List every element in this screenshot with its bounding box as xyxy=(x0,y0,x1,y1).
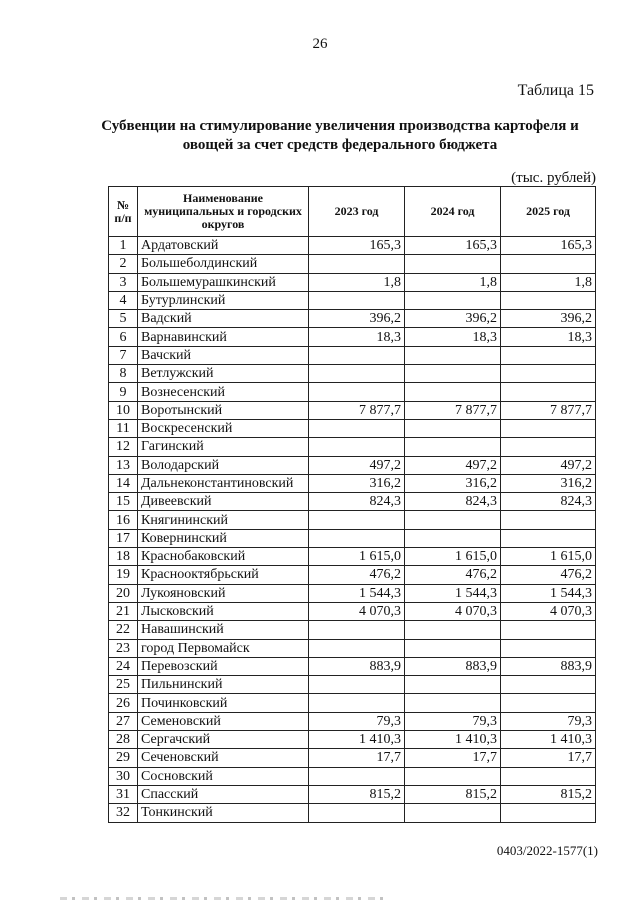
row-number: 17 xyxy=(109,529,138,547)
row-number: 24 xyxy=(109,657,138,675)
scan-artifact xyxy=(60,897,390,900)
value-2023: 7 877,7 xyxy=(309,401,405,419)
title-line-1: Субвенции на стимулирование увеличения производства картофеля и xyxy=(101,118,579,134)
table-body xyxy=(109,237,596,823)
table-row xyxy=(109,639,596,657)
row-number: 1 xyxy=(109,237,138,255)
value-2023 xyxy=(309,255,405,273)
row-number: 14 xyxy=(109,474,138,492)
units-label: (тыс. рублей) xyxy=(511,170,596,186)
value-2025: 1 544,3 xyxy=(501,584,596,602)
municipality-name: Вачский xyxy=(138,346,309,364)
page-number: 26 xyxy=(312,36,328,52)
row-number: 20 xyxy=(109,584,138,602)
value-2024 xyxy=(405,346,501,364)
table-row xyxy=(109,438,596,456)
municipality-name: Сергачский xyxy=(138,731,309,749)
table-row xyxy=(109,676,596,694)
value-2023 xyxy=(309,804,405,822)
value-2025 xyxy=(501,511,596,529)
row-number: 22 xyxy=(109,621,138,639)
value-2023 xyxy=(309,383,405,401)
row-number: 11 xyxy=(109,419,138,437)
value-2023 xyxy=(309,694,405,712)
table-header-row xyxy=(109,187,596,237)
municipality-name: Гагинский xyxy=(138,438,309,456)
municipality-name: Ветлужский xyxy=(138,365,309,383)
header-num: № п/п xyxy=(109,187,138,237)
table-row xyxy=(109,548,596,566)
table-row xyxy=(109,621,596,639)
table-row xyxy=(109,401,596,419)
value-2023 xyxy=(309,767,405,785)
value-2025 xyxy=(501,291,596,309)
table-row xyxy=(109,383,596,401)
value-2023: 396,2 xyxy=(309,310,405,328)
table-row xyxy=(109,657,596,675)
value-2024: 1 410,3 xyxy=(405,731,501,749)
value-2024: 815,2 xyxy=(405,785,501,803)
row-number: 15 xyxy=(109,493,138,511)
value-2024: 1 615,0 xyxy=(405,548,501,566)
value-2025 xyxy=(501,639,596,657)
value-2023 xyxy=(309,438,405,456)
municipality-name: Большеболдинский xyxy=(138,255,309,273)
table-row xyxy=(109,291,596,309)
value-2024: 476,2 xyxy=(405,566,501,584)
value-2024: 17,7 xyxy=(405,749,501,767)
value-2025: 396,2 xyxy=(501,310,596,328)
header-2025: 2025 год xyxy=(501,187,596,237)
municipality-name: Лукояновский xyxy=(138,584,309,602)
row-number: 29 xyxy=(109,749,138,767)
row-number: 21 xyxy=(109,602,138,620)
table-row xyxy=(109,456,596,474)
table-row xyxy=(109,731,596,749)
municipality-name: Княгининский xyxy=(138,511,309,529)
value-2025: 815,2 xyxy=(501,785,596,803)
row-number: 8 xyxy=(109,365,138,383)
header-name: Наименование муниципальных и городских округов xyxy=(138,187,309,237)
table-row xyxy=(109,365,596,383)
value-2023 xyxy=(309,676,405,694)
value-2024: 883,9 xyxy=(405,657,501,675)
value-2025 xyxy=(501,383,596,401)
value-2025 xyxy=(501,621,596,639)
value-2024 xyxy=(405,383,501,401)
value-2025 xyxy=(501,767,596,785)
value-2024 xyxy=(405,767,501,785)
title-line-2: овощей за счет средств федерального бюджета xyxy=(182,137,498,153)
value-2025 xyxy=(501,255,596,273)
value-2024: 497,2 xyxy=(405,456,501,474)
municipality-name: Сеченовский xyxy=(138,749,309,767)
municipality-name: Сосновский xyxy=(138,767,309,785)
value-2023 xyxy=(309,419,405,437)
value-2025 xyxy=(501,365,596,383)
value-2025: 165,3 xyxy=(501,237,596,255)
municipality-name: Вознесенский xyxy=(138,383,309,401)
document-code: 0403/2022-1577(1) xyxy=(496,843,598,858)
value-2024: 18,3 xyxy=(405,328,501,346)
value-2025: 1 615,0 xyxy=(501,548,596,566)
value-2024: 7 877,7 xyxy=(405,401,501,419)
municipality-name: город Первомайск xyxy=(138,639,309,657)
value-2024 xyxy=(405,639,501,657)
value-2023: 1,8 xyxy=(309,273,405,291)
row-number: 27 xyxy=(109,712,138,730)
municipality-name: Починковский xyxy=(138,694,309,712)
municipality-name: Лысковский xyxy=(138,602,309,620)
table-row xyxy=(109,529,596,547)
table-row xyxy=(109,493,596,511)
value-2023 xyxy=(309,529,405,547)
value-2025: 316,2 xyxy=(501,474,596,492)
value-2025: 1,8 xyxy=(501,273,596,291)
value-2025: 824,3 xyxy=(501,493,596,511)
value-2024: 1 544,3 xyxy=(405,584,501,602)
value-2025 xyxy=(501,529,596,547)
value-2025 xyxy=(501,346,596,364)
table-row xyxy=(109,712,596,730)
value-2023: 165,3 xyxy=(309,237,405,255)
municipality-name: Краснооктябрьский xyxy=(138,566,309,584)
value-2024: 1,8 xyxy=(405,273,501,291)
value-2024 xyxy=(405,438,501,456)
table-row xyxy=(109,749,596,767)
row-number: 31 xyxy=(109,785,138,803)
municipality-name: Вадский xyxy=(138,310,309,328)
table-row xyxy=(109,419,596,437)
value-2024 xyxy=(405,365,501,383)
table-row xyxy=(109,767,596,785)
value-2023: 316,2 xyxy=(309,474,405,492)
value-2024 xyxy=(405,419,501,437)
row-number: 6 xyxy=(109,328,138,346)
municipality-name: Семеновский xyxy=(138,712,309,730)
municipality-name: Пильнинский xyxy=(138,676,309,694)
table-row xyxy=(109,237,596,255)
value-2023 xyxy=(309,346,405,364)
table-row xyxy=(109,346,596,364)
table-caption: Таблица 15 xyxy=(517,82,594,99)
value-2024: 4 070,3 xyxy=(405,602,501,620)
table-row xyxy=(109,785,596,803)
table-row xyxy=(109,273,596,291)
table-row xyxy=(109,602,596,620)
value-2023: 4 070,3 xyxy=(309,602,405,620)
table-row xyxy=(109,694,596,712)
value-2023: 79,3 xyxy=(309,712,405,730)
municipality-name: Тонкинский xyxy=(138,804,309,822)
table-row xyxy=(109,584,596,602)
municipality-name: Варнавинский xyxy=(138,328,309,346)
value-2024 xyxy=(405,804,501,822)
value-2024: 824,3 xyxy=(405,493,501,511)
table-row xyxy=(109,328,596,346)
value-2024 xyxy=(405,529,501,547)
row-number: 30 xyxy=(109,767,138,785)
table-row xyxy=(109,310,596,328)
value-2025 xyxy=(501,419,596,437)
value-2023: 815,2 xyxy=(309,785,405,803)
value-2023 xyxy=(309,639,405,657)
value-2024: 396,2 xyxy=(405,310,501,328)
municipality-name: Краснобаковский xyxy=(138,548,309,566)
value-2023: 476,2 xyxy=(309,566,405,584)
value-2023 xyxy=(309,511,405,529)
municipality-name: Ардатовский xyxy=(138,237,309,255)
subsidies-table xyxy=(108,186,596,823)
header-2024: 2024 год xyxy=(405,187,501,237)
row-number: 19 xyxy=(109,566,138,584)
row-number: 3 xyxy=(109,273,138,291)
value-2023: 497,2 xyxy=(309,456,405,474)
value-2024 xyxy=(405,291,501,309)
header-2023: 2023 год xyxy=(309,187,405,237)
value-2025: 7 877,7 xyxy=(501,401,596,419)
value-2025 xyxy=(501,694,596,712)
municipality-name: Перевозский xyxy=(138,657,309,675)
row-number: 4 xyxy=(109,291,138,309)
municipality-name: Ковернинский xyxy=(138,529,309,547)
value-2023: 17,7 xyxy=(309,749,405,767)
value-2024 xyxy=(405,511,501,529)
value-2024 xyxy=(405,255,501,273)
row-number: 18 xyxy=(109,548,138,566)
municipality-name: Володарский xyxy=(138,456,309,474)
value-2025: 497,2 xyxy=(501,456,596,474)
value-2024: 316,2 xyxy=(405,474,501,492)
value-2023: 883,9 xyxy=(309,657,405,675)
value-2023 xyxy=(309,621,405,639)
value-2023 xyxy=(309,291,405,309)
value-2025: 18,3 xyxy=(501,328,596,346)
municipality-name: Навашинский xyxy=(138,621,309,639)
table-row xyxy=(109,255,596,273)
document-title xyxy=(60,117,620,155)
municipality-name: Бутурлинский xyxy=(138,291,309,309)
row-number: 28 xyxy=(109,731,138,749)
row-number: 9 xyxy=(109,383,138,401)
row-number: 12 xyxy=(109,438,138,456)
value-2025: 883,9 xyxy=(501,657,596,675)
row-number: 23 xyxy=(109,639,138,657)
value-2023: 1 410,3 xyxy=(309,731,405,749)
value-2025: 79,3 xyxy=(501,712,596,730)
row-number: 7 xyxy=(109,346,138,364)
row-number: 13 xyxy=(109,456,138,474)
value-2025: 476,2 xyxy=(501,566,596,584)
row-number: 25 xyxy=(109,676,138,694)
value-2024: 165,3 xyxy=(405,237,501,255)
value-2025 xyxy=(501,676,596,694)
row-number: 26 xyxy=(109,694,138,712)
row-number: 5 xyxy=(109,310,138,328)
table-row xyxy=(109,511,596,529)
municipality-name: Большемурашкинский xyxy=(138,273,309,291)
table-row xyxy=(109,474,596,492)
value-2023: 18,3 xyxy=(309,328,405,346)
value-2025: 1 410,3 xyxy=(501,731,596,749)
value-2024 xyxy=(405,621,501,639)
municipality-name: Спасский xyxy=(138,785,309,803)
row-number: 10 xyxy=(109,401,138,419)
municipality-name: Дальнеконстантиновский xyxy=(138,474,309,492)
value-2024 xyxy=(405,676,501,694)
table-row xyxy=(109,566,596,584)
row-number: 16 xyxy=(109,511,138,529)
value-2025: 17,7 xyxy=(501,749,596,767)
municipality-name: Дивеевский xyxy=(138,493,309,511)
row-number: 2 xyxy=(109,255,138,273)
row-number: 32 xyxy=(109,804,138,822)
municipality-name: Воскресенский xyxy=(138,419,309,437)
value-2023: 1 544,3 xyxy=(309,584,405,602)
value-2025 xyxy=(501,438,596,456)
value-2025 xyxy=(501,804,596,822)
value-2024: 79,3 xyxy=(405,712,501,730)
value-2025: 4 070,3 xyxy=(501,602,596,620)
table-row xyxy=(109,804,596,822)
value-2023: 824,3 xyxy=(309,493,405,511)
value-2024 xyxy=(405,694,501,712)
municipality-name: Воротынский xyxy=(138,401,309,419)
value-2023 xyxy=(309,365,405,383)
value-2023: 1 615,0 xyxy=(309,548,405,566)
